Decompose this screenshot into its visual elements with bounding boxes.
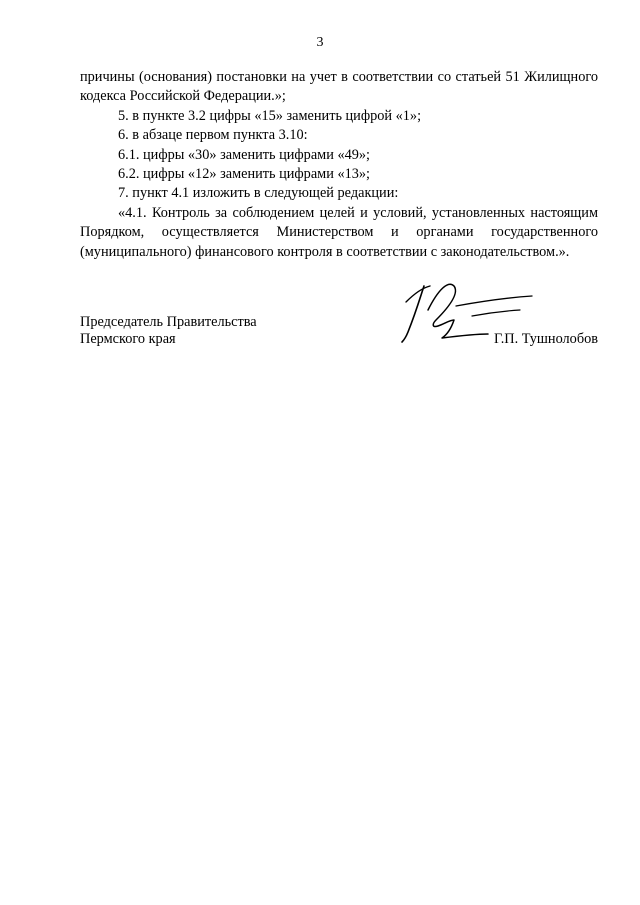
paragraph-continuation: причины (основания) постановки на учет в соответствии со статьей 51 Жилищного кодекса Российской Федерации.»;: [80, 69, 598, 105]
paragraph-item-6-1: 6.1. цифры «30» заменить цифрами «49»;: [118, 146, 371, 163]
page-number: 3: [316, 35, 324, 50]
signature-block: [80, 314, 598, 354]
document-body: [80, 68, 598, 262]
paragraph-quoted-4-1: «4.1. Контроль за соблюдением целей и условий, установленных настоящим Порядком, осуществляется Министерством и органами государственного (муниципального) финансового контроля в соответствии с законодательством.».: [80, 204, 598, 260]
paragraph-item-6: 6. в абзаце первом пункта 3.10:: [118, 127, 308, 144]
paragraph-item-7: 7. пункт 4.1 изложить в следующей редакции:: [118, 185, 399, 202]
signatory-title: [80, 314, 257, 348]
signatory-title-line-2: Пермского края: [80, 331, 176, 347]
paragraph-item-5: 5. в пункте 3.2 цифры «15» заменить цифрой «1»;: [118, 107, 422, 124]
signatory-name: Г.П. Тушнолобов: [494, 331, 598, 347]
paragraph-item-6-2: 6.2. цифры «12» заменить цифрами «13»;: [118, 166, 371, 183]
signatory-title-line-1: Председатель Правительства: [80, 314, 257, 330]
